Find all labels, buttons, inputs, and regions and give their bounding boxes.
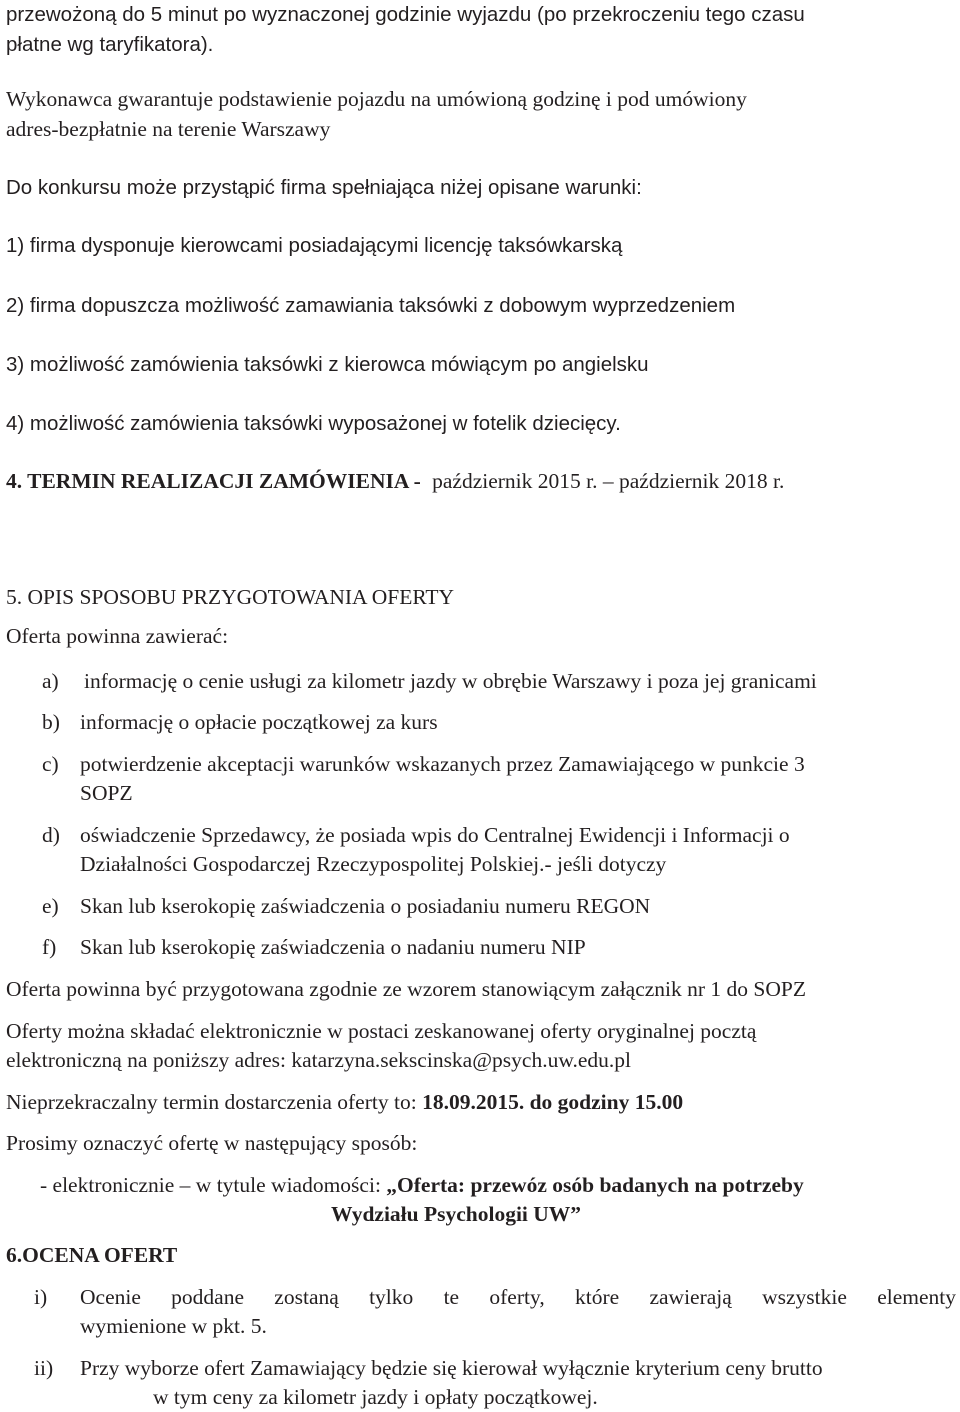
offer-item-e-label: e) [42, 894, 59, 918]
offer-item-d-text-2: Działalności Gospodarczej Rzeczypospolitej Polskiej.- jeśli dotyczy [80, 852, 667, 876]
deadline-label: Nieprzekraczalny termin dostarczenia oferty to: [6, 1090, 417, 1114]
conditions-intro: Do konkursu może przystąpić firma spełniająca niżej opisane warunki: [6, 176, 642, 199]
offer-item-b-label: b) [42, 710, 60, 734]
guarantee-line-1: Wykonawca gwarantuje podstawienie pojazdu na umówioną godzinę i pod umówiony [6, 87, 747, 111]
offer-item-f-label: f) [42, 935, 57, 959]
marking-prefix: - elektronicznie – w tytule wiadomości: [40, 1173, 381, 1197]
offer-item-a-text: informację o cenie usługi za kilometr jazdy w obrębie Warszawy i poza jej granicami [84, 669, 817, 693]
offer-item-d-label: d) [42, 823, 60, 847]
section-6-heading: 6.OCENA OFERT [6, 1243, 178, 1267]
evaluation-item-ii-text-2: w tym ceny za kilometr jazdy i opłaty początkowej. [153, 1385, 598, 1409]
offer-intro: Oferta powinna zawierać: [6, 624, 229, 648]
deadline-value: 18.09.2015. do godziny 15.00 [422, 1090, 684, 1114]
intro-line-2: płatne wg taryfikatora). [6, 33, 214, 56]
marking-title-2: Wydziału Psychologii UW” [331, 1202, 582, 1226]
marking-intro: Prosimy oznaczyć ofertę w następujący sposób: [6, 1131, 418, 1155]
section-4-heading-line [6, 467, 784, 496]
offer-item-f-text: Skan lub kserokopię zaświadczenia o nadaniu numeru NIP [80, 935, 586, 959]
evaluation-item-i-text-2: wymienione w pkt. 5. [80, 1314, 267, 1338]
section-4-heading: 4. TERMIN REALIZACJI ZAMÓWIENIA - [6, 469, 421, 493]
deadline-line [6, 1088, 683, 1117]
marking-title-1: „Oferta: przewóz osób badanych na potrzeby [386, 1173, 804, 1197]
offer-item-c-text: potwierdzenie akceptacji warunków wskazanych przez Zamawiającego w punkcie 3 [80, 752, 805, 776]
template-note: Oferta powinna być przygotowana zgodnie ze wzorem stanowiącym załącznik nr 1 do SOPZ [6, 977, 807, 1001]
section-4-date-to: październik 2018 r. [619, 469, 785, 493]
section-4-dash: – [602, 469, 614, 493]
intro-line-1: przewożoną do 5 minut po wyznaczonej godzinie wyjazdu (po przekroczeniu tego czasu [6, 3, 805, 26]
evaluation-item-i-label: i) [34, 1285, 48, 1309]
offer-item-c-text-2: SOPZ [80, 781, 133, 805]
offer-item-e-text: Skan lub kserokopię zaświadczenia o posiadaniu numeru REGON [80, 894, 651, 918]
offer-item-a-label: a) [42, 669, 59, 693]
section-5-heading: 5. OPIS SPOSOBU PRZYGOTOWANIA OFERTY [6, 585, 455, 609]
condition-4: 4) możliwość zamówienia taksówki wyposażonej w fotelik dziecięcy. [6, 412, 621, 435]
evaluation-item-ii-text: Przy wyborze ofert Zamawiający będzie się kierował wyłącznie kryterium ceny brutto [80, 1356, 823, 1380]
condition-1: 1) firma dysponuje kierowcami posiadającymi licencję taksówkarską [6, 234, 623, 257]
condition-2: 2) firma dopuszcza możliwość zamawiania taksówki z dobowym wyprzedzeniem [6, 294, 736, 317]
guarantee-line-2: adres-bezpłatnie na terenie Warszawy [6, 117, 331, 141]
electronic-line-1: Oferty można składać elektronicznie w postaci zeskanowanej oferty oryginalnej pocztą [6, 1019, 757, 1043]
offer-item-b-text: informację o opłacie początkowej za kurs [80, 710, 438, 734]
evaluation-item-i-text: Ocenie poddane zostaną tylko te oferty, które zawierają wszystkie elementy [80, 1285, 956, 1309]
offer-item-c-label: c) [42, 752, 59, 776]
evaluation-item-ii-label: ii) [34, 1356, 54, 1380]
electronic-line-2: elektroniczną na poniższy adres: katarzyna.sekscinska@psych.uw.edu.pl [6, 1048, 631, 1072]
marking-line-1 [40, 1171, 804, 1200]
condition-3: 3) możliwość zamówienia taksówki z kierowca mówiącym po angielsku [6, 353, 649, 376]
offer-item-d-text: oświadczenie Sprzedawcy, że posiada wpis do Centralnej Ewidencji i Informacji o [80, 823, 790, 847]
section-4-date-from: październik 2015 r. [432, 469, 598, 493]
